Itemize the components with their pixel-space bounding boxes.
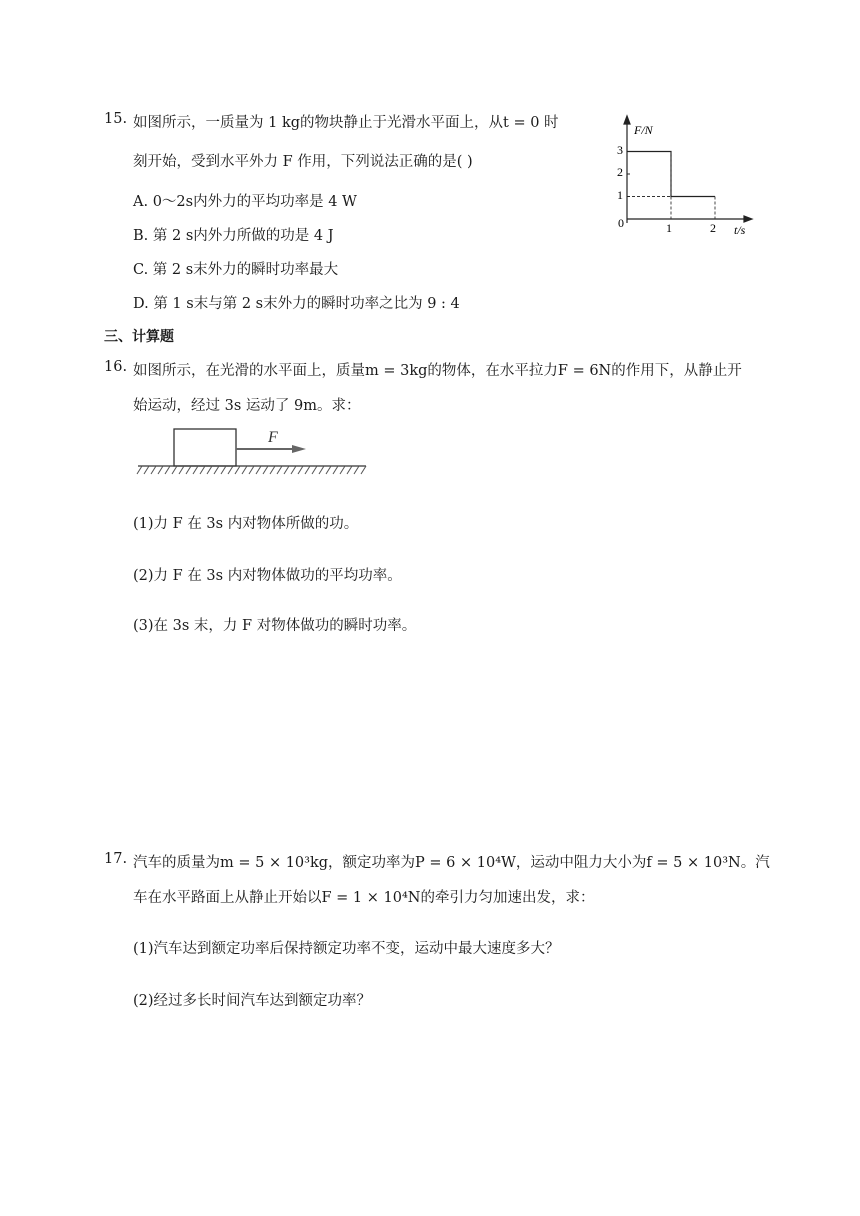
force-arrow-head-icon [292,445,306,453]
hatch-mark [312,466,317,474]
hatch-mark [179,466,184,474]
hatch-mark [200,466,205,474]
hatch-mark [256,466,261,474]
hatch-mark [242,466,247,474]
question-number-16: 16. [104,359,128,375]
hatch-mark [291,466,296,474]
hatch-mark [277,466,282,474]
hatch-mark [235,466,240,474]
hatch-mark [144,466,149,474]
question-15-text-line-1: 如图所示，一质量为 1 kg的物块静止于光滑水平面上，从t = 0 时 [133,115,559,131]
hatch-mark [319,466,324,474]
hatch-mark [361,466,366,474]
force-label: F [268,429,278,446]
x-axis-arrow-icon [744,216,752,222]
question-15-option-a: A. 0～2s内外力的平均功率是 4 W [133,194,357,210]
y-axis-arrow-icon [624,116,630,124]
y-tick-label-2: 2 [617,165,623,179]
hatch-mark [221,466,226,474]
force-time-graph [600,110,760,240]
question-15-text-line-2: 刻开始，受到水平外力 F 作用，下列说法正确的是( ) [133,154,473,170]
question-16-part-2: (2)力 F 在 3s 内对物体做功的平均功率。 [133,568,402,584]
ground-hatching [137,466,366,474]
hatch-mark [347,466,352,474]
hatch-mark [214,466,219,474]
hatch-mark [186,466,191,474]
y-tick-label-1: 1 [617,188,623,202]
question-16-part-1: (1)力 F 在 3s 内对物体所做的功。 [133,516,359,532]
hatch-mark [249,466,254,474]
hatch-mark [165,466,170,474]
origin-label: 0 [618,216,624,230]
question-15-option-c: C. 第 2 s末外力的瞬时功率最大 [133,262,339,278]
question-15-option-b: B. 第 2 s内外力所做的功是 4 J [133,228,334,244]
hatch-mark [333,466,338,474]
hatch-mark [193,466,198,474]
hatch-mark [340,466,345,474]
hatch-mark [228,466,233,474]
hatch-mark [284,466,289,474]
hatch-mark [158,466,163,474]
x-tick-label-1: 1 [666,221,672,235]
question-17-text-line-1: 汽车的质量为m = 5 × 10³kg，额定功率为P = 6 × 10⁴W，运动中阻力大小为f = 5 × 10³N。汽 [133,855,770,871]
question-17-part-1: (1)汽车达到额定功率后保持额定功率不变，运动中最大速度多大？ [133,941,560,957]
question-15-option-d: D. 第 1 s末与第 2 s末外力的瞬时功率之比为 9 : 4 [133,296,460,312]
question-number-15: 15. [104,111,128,127]
block-on-surface-figure [136,424,372,480]
question-16-part-3: (3)在 3s 末，力 F 对物体做功的瞬时功率。 [133,618,417,634]
y-axis-label: F/N [634,123,653,137]
hatch-mark [207,466,212,474]
question-16-text-line-2: 始运动，经过 3s 运动了 9m。求： [133,398,361,414]
section-title-calculation: 三、计算题 [104,329,174,345]
hatch-mark [151,466,156,474]
question-17-text-line-2: 车在水平路面上从静止开始以F = 1 × 10⁴N的牵引力匀加速出发，求： [133,890,595,906]
y-tick-label-3: 3 [617,143,623,157]
hatch-mark [305,466,310,474]
question-number-17: 17. [104,851,128,867]
hatch-mark [326,466,331,474]
hatch-mark [137,466,142,474]
hatch-mark [172,466,177,474]
hatch-mark [263,466,268,474]
hatch-mark [270,466,275,474]
question-16-text-line-1: 如图所示，在光滑的水平面上，质量m = 3kg的物体，在水平拉力F = 6N的作用下，从静止开 [133,363,742,379]
block [174,429,236,466]
hatch-mark [354,466,359,474]
hatch-mark [298,466,303,474]
x-tick-label-2: 2 [710,221,716,235]
x-axis-label: t/s [734,223,746,237]
question-17-part-2: (2)经过多长时间汽车达到额定功率？ [133,993,372,1009]
